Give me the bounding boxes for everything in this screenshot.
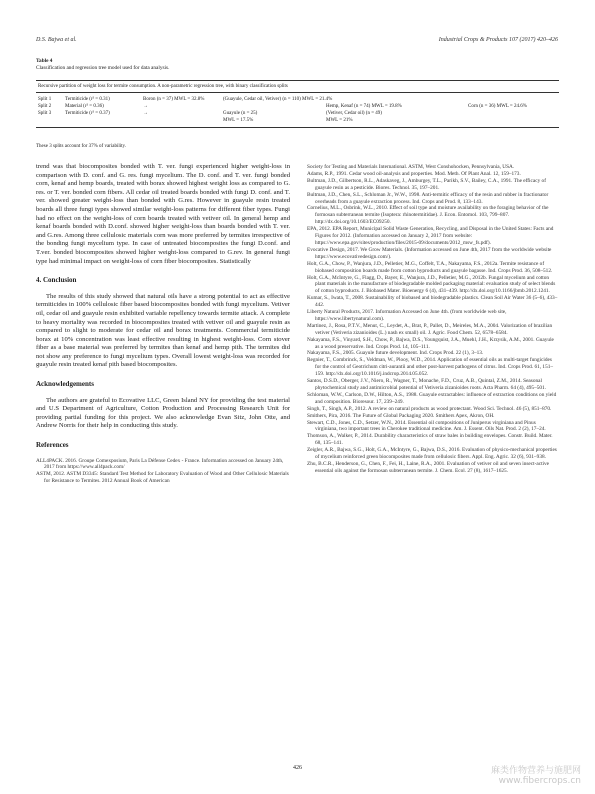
reference-item: ALL4PACK. 2016. Groupe Comexposium, Paris La Défense Cedex - France. Information accessed on January 24th, 2017 from https://www.all4pack.com/ [36, 457, 284, 471]
left-column [36, 163, 290, 485]
reference-item: Society for Testing and Materials International. ASTM, West Conshohocken, Pennsylvania, USA. [307, 164, 515, 170]
split-left-node: → [143, 111, 148, 116]
running-header-journal: Industrial Crops & Products 107 (2017) 420–426 [438, 37, 558, 43]
split-variable: Material (r² = 0.36) [65, 104, 104, 109]
acknowledgements-heading: Acknowledgements [36, 380, 94, 389]
reference-item: Smithers, Pira, 2016. The Future of Global Packaging 2020. Smithers Apex, Akron, OH. [307, 412, 495, 419]
reference-item: Zeigler, A.R., Bajwa, S.G., Holt, G.A., McIntyre, G., Bajwa, D.S., 2016. Evaluation of physico-mechanical properties of mycelium reinforced green biocomposites made from cellulosic fibers. Appl. Eng. Agric. 32 (6), 931–938. [307, 447, 557, 461]
results-paragraph: trend was that biocomposites bonded with T. ver. fungi experienced higher weight-loss in comparison with D. conf. and G. res. fungi mycelium. The D. conf. and T. ver. fungi bonded corn, kenaf and hemp boards, treated with borax showed highest weight loss as compared to G. res. or T. ver. bonded corn fibers. All cedar oil treated boards bonded with fungi D. conf. and T. ver. showed greater weight-loss than bonded with G.res. However in guayule resin treated boards all three fungi types showed similar weight-loss patterns for different fiber types. Fungi had no effect on the weight-loss of corn boards treated with vetiver oil. In general hemp and kenaf boards bonded with D.conf. showed higher weight-loss than boards bonded with T. ver. and G.res. Among three cellulosic materials corn was more preferred by termites irrespective of the bonding fungi mycelium type. In case of untreated biocomposites the fungi D.conf. and T.ver. bonded biocomposites showed higher weight-loss compared to G.rev. In general fungi type had minimal impact on weight-loss of corn fiber biocomposites. Statistically [36, 163, 290, 265]
split-variable: Termiticide (r² = 0.31) [65, 97, 110, 102]
split-node-b: MWL = 21% [326, 118, 353, 123]
regression-tree-table [36, 80, 559, 128]
table-heading: Recursive partition of weight loss for termite consumption. A non-parametric regression tree, with binary classification splits [36, 81, 559, 93]
reference-item: Bultman, J.D., Chen, S.L., Schloman Jr., W.W., 1998. Anti-termitic efficacy of the resin and rubber in fractionator overheads from a guayule extraction process. Ind. Crops and Prod. 8, 133–143. [307, 191, 549, 205]
reference-item: Martinez, J., Rosa, P.T.V., Menut, C., Leydet, A., Brat, P., Pallet, D., Meireles, M.A., 2004. Valorization of brazilian vetiver (Vetiveria zizanioides (L.) nash ex small) oil. J. Agric. Food Chem. 52, 6578–6584. [307, 322, 553, 336]
reference-item: Nakayama, F.S., 2005. Guayule future development. Ind. Crops Prod. 22 (1), 3–13. [307, 350, 484, 357]
split-node-c: Corn (n = 36) MWL = 24.6% [468, 104, 527, 109]
split-left-node: → [143, 104, 148, 109]
table-caption [36, 58, 559, 72]
references-heading: References [36, 441, 69, 450]
reference-item: ASTM, 2012. ASTM D3345: Standard Test Method for Laboratory Evaluation of Wood and Other Cellulosic Materials for Resistance to Termites. 2012 Annual Book of American [36, 471, 289, 484]
reference-item: Cornelius, M.L., Osbrink, W.L., 2010. Effect of soil type and moisture availability on the foraging behavior of the formosan subterranean termite (Isoptera: rhinotermitidae). J. Econ. Entomol. 103, 799–807. http://dx.doi.org/10.1603/EC09250. [307, 205, 549, 226]
reference-item: Nakayama, F.S., Vinyard, S.H., Chow, P., Bajwa, D.S., Youngquist, J.A., Muehl, J.H., Krzysik, A.M., 2001. Guayule as a wood preservative. Ind. Crops Prod. 14, 105–111. [307, 336, 554, 350]
conclusion-paragraph: The results of this study showed that natural oils have a strong potential to act as effective termiticides in 100% cellulosic fiber based biocomposites bonded with fungi mycelium. Vetiver oil, cedar oil and guayule resin exhibited variable repellency towards termite attack. A complete to heavy mortality was recorded in biocomposites treated with vetiver oil and guayule resin as compared to slight to moderate for cedar oil and borax treatments. Commercial termiticide borax at 10% concentration was least effective resulting in highest weight-loss. Corn stover fiber as a base material was preferred by termites than kenaf and hemp pith. The termites did not show any preference to fungi mycelium types. Overall lowest weight-loss was recorded for guayule resin treated kenaf pith based biocomposites. [36, 292, 290, 369]
split-variable: Termiticide (r² = 0.37) [65, 111, 110, 116]
split-label: Split 3 [38, 111, 52, 116]
reference-item: Zhu, B.C.R., Henderson, G., Chen, F., Fei, H., Laine, R.A., 2001. Evaluation of vetiver oil and seven insect-active essential oils against the formosan subterranean termite. J. Chem. Ecol. 27 (8), 1617–1625. [307, 460, 550, 474]
split-right-node: Guayule (n = 25) [223, 111, 258, 116]
reference-item: Schloman, W.W., Carlson, D.W., Hilton, A.S., 1988. Guayule extractables: influence of extraction conditions on yield and composition. Bioresour. 17, 239–249. [307, 391, 557, 405]
acknowledgements-paragraph: The authors are grateful to Ecovative LLC, Green Island NY for providing the test material and U.S Department of Agriculture, Cotton Production and Processing Research Unit for providing partial funding for this project. We also acknowledge Evan Sitz, John Otte, and Andrew Norris for their help in conducting this study. [36, 396, 290, 430]
reference-item: Singh, T., Singh, A.P., 2012. A review on natural products as wood protectant. Wood Sci. Technol. 46 (5), 851–870. [307, 405, 552, 412]
table-row [36, 117, 559, 124]
table-row [36, 96, 559, 103]
reference-item: Thomson, A., Walker, P., 2014. Durability characteristics of straw bales in building envelopes. Constr. Build. Mater. 68, 135–141. [307, 433, 553, 447]
reference-item: Liberty Natural Products, 2017. Information Accessed on June 4th. (from worldwide web site, https://www.libertynatural.com). [307, 309, 507, 322]
running-header-authors: D.S. Bajwa et al. [36, 37, 77, 43]
reference-item: Bultman, J.D., Gilbertson, R.L., Adaskaveg, J., Amburgey, T.L., Parikh, S.V., Bailey, C.A., 1991. The efficacy of guayule resin as a pesticide. Biores. Technol. 35, 197–201. [307, 177, 546, 191]
reference-item: Kumar, S., Iwata, T., 2008. Sustainability of biobased and biodegradable plastics. Clean Soil Air Water 36 (5–6), 433–442. [307, 295, 558, 309]
table-row [36, 110, 559, 117]
page-number: 426 [293, 765, 302, 771]
reference-item: Holt, G.A., Chow, P., Wanjura, J.D., Pelletier, M.G., Coffelt, T.A., Nakayama, F.S., 2012a. Termite resistance of biobased composition boards made from cotton byproducts and guayule bagasse. Ind. Crops Prod. 36, 508–512. [307, 260, 553, 274]
split-label: Split 2 [38, 104, 52, 109]
split-left-node: Boron (n = 37) MWL = 32.8% [143, 97, 205, 102]
reference-item: Stewart, C.D., Jones, C.D., Setzer, W.N., 2014. Essential oil compositions of Juniperus virginiana and Pinus virginiana, two important trees in Cherokee traditional medicine. Am. J. Essent. Oils Nat. Prod. 2 (2), 17–24. [307, 419, 546, 433]
watermark-line-1: 麻类作物营养与施肥网 [490, 766, 581, 776]
split-right-node: (Guayule, Cedar oil, Vetiver) (n = 110) MWL = 21.4% [223, 97, 333, 102]
table-label: Table 4 [36, 58, 53, 64]
split-label: Split 1 [38, 97, 52, 102]
table-row [36, 103, 559, 110]
table-caption-text: Classification and regression tree model used for data analysis. [36, 65, 170, 71]
table-footnote: These 3 splits account for 37% of variability. [36, 144, 126, 149]
reference-item: Evocative Design, 2017. We Grow Materials. (Information accessed on June 4th, 2017 from the worldwide website https://www.ecovativedesign.com/). [307, 246, 552, 260]
right-column-references [307, 164, 559, 475]
conclusion-heading: 4. Conclusion [36, 276, 77, 285]
split-node-b: (Vetiver, Cedar oil) (n = 49) [326, 111, 382, 116]
watermark-line-2: www.fibercrops.cn [498, 776, 581, 786]
split-node-b: Hemp, Kenaf (n = 74) MWL = 19.8% [326, 104, 402, 109]
watermark [491, 766, 581, 786]
reference-item: Regnier, T., Combrinck, S., Veldman, W., Plooy, W.D., 2014. Application of essential oils as multi-target fungicides for the control of Geotrichum citri-aurantii and other post-harvest pathogens of citrus. Ind. Crops Prod. 61, 151–159. http://dx.doi.org/10.1016/j.indcrop.2014.05.052. [307, 357, 554, 378]
reference-item: Santos, D.S.D., Oberger, J.V., Niero, R., Wagner, T., Monache, F.D., Cruz, A.B., Quintal, Z.M., 2014. Seasonal phytochemical study and antimicrobial potential of Vetiveria zizanioides roots. Acta Pharm. 64 (4), 495–501. [307, 378, 546, 391]
reference-item: Adams, R.P., 1991. Cedar wood oil-analysis and properties. Mod. Meth. Of Plant Anal. 12, 159–173. [307, 170, 521, 177]
reference-item: Holt, G.A., McIntyre, G., Flagg, D., Bayer, E., Wanjura, J.D., Pelletier, M.G., 2012b. Fungal mycelium and cotton plant materials in the manufacture of biodegradable molded packaging material: evaluation study of select blends of cotton byproducts. J. Biobased Mater. Bioenergy 6 (4), 431–439. http://dx.doi.org/10.1166/jbmb.2012.1241. [307, 274, 556, 295]
split-right-node: MWL = 17.5% [223, 118, 254, 123]
reference-item: EPA, 2012. EPA Report, Municipal Solid Waste Generation, Recycling, and Disposal in the United States: Facts and Figures for 2012. (Information accessed on January 2, 2017 from website: https://www.epa.gov/sites/production/files/2015-09/documents/2012_msw_fs.pdf). [307, 226, 554, 246]
